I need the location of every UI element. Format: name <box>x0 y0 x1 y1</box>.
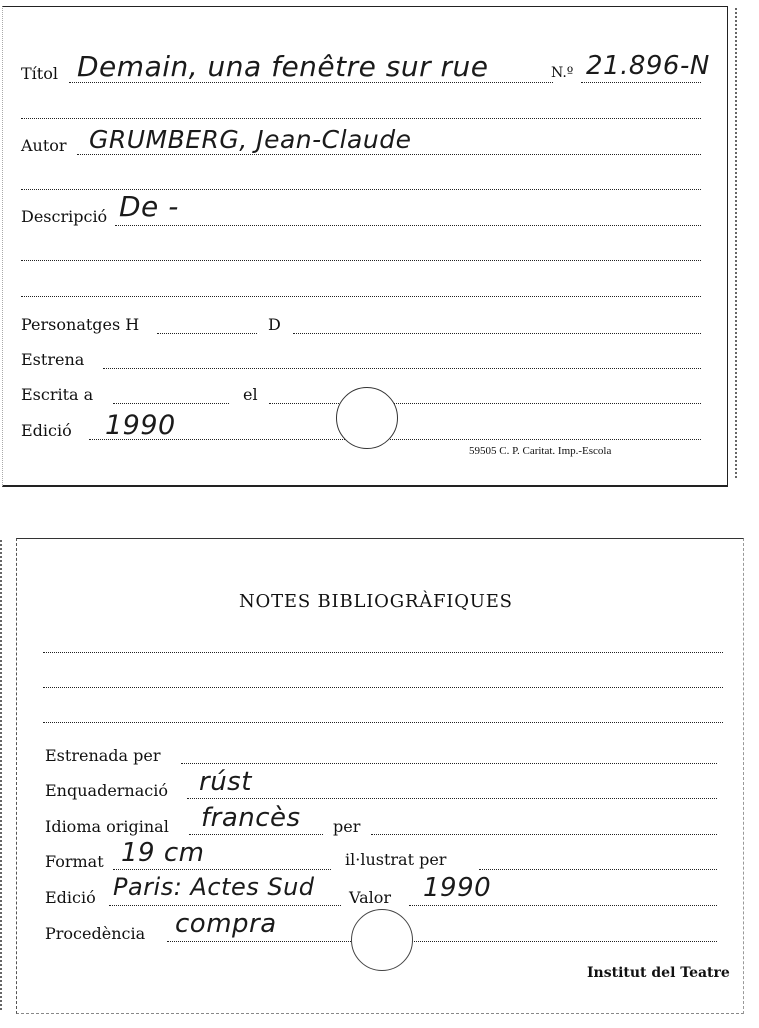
printer-imprint: 59505 C. P. Caritat. Imp.-Escola <box>469 445 612 457</box>
punch-hole-front <box>336 387 398 449</box>
estrenada-label: Estrenada per <box>45 746 161 765</box>
escrita-line <box>113 403 229 404</box>
el-label: el <box>243 385 258 404</box>
per-line <box>371 834 717 835</box>
format-label: Format <box>45 852 104 871</box>
autor-line <box>77 154 701 155</box>
notes-line-3 <box>43 722 723 723</box>
scan-edge-left <box>0 540 16 1010</box>
estrena-label: Estrena <box>21 350 85 369</box>
per-label: per <box>333 817 361 836</box>
enquadernacio-line <box>187 798 717 799</box>
personatges-h-line <box>157 333 257 334</box>
catalog-card-front <box>2 6 728 487</box>
personatges-label: Personatges H <box>21 315 140 334</box>
number-value: 21.896-N <box>586 51 710 81</box>
idioma-value: francès <box>201 803 301 833</box>
valor-line <box>409 905 717 906</box>
el-line <box>269 403 701 404</box>
punch-hole-back <box>351 909 413 971</box>
estrenada-line <box>181 763 717 764</box>
personatges-d-label: D <box>268 315 281 334</box>
procedencia-value: compra <box>175 909 277 939</box>
enquadernacio-label: Enquadernació <box>45 781 168 800</box>
escrita-label: Escrita a <box>21 385 94 404</box>
number-label: N.º <box>551 65 574 81</box>
valor-value: 1990 <box>423 873 492 903</box>
notes-line-1 <box>43 652 723 653</box>
valor-label: Valor <box>349 888 392 907</box>
descripcio-line-3 <box>21 296 701 297</box>
edicio-value: 1990 <box>105 410 176 441</box>
edicio-back-label: Edició <box>45 888 96 907</box>
catalog-card-back <box>16 538 744 1014</box>
format-value: 19 cm <box>121 838 205 868</box>
illustrat-line <box>479 869 717 870</box>
personatges-d-line <box>293 333 701 334</box>
enquadernacio-value: rúst <box>199 767 252 797</box>
edicio-back-line <box>109 905 341 906</box>
number-line <box>581 82 701 83</box>
idioma-line <box>189 834 323 835</box>
descripcio-line-2 <box>21 260 701 261</box>
format-line <box>113 869 331 870</box>
notes-line-2 <box>43 687 723 688</box>
autor-value: GRUMBERG, Jean-Claude <box>89 125 412 154</box>
procedencia-line <box>167 941 717 942</box>
autor-label: Autor <box>21 136 67 155</box>
titol-line-2 <box>21 118 701 119</box>
descripcio-value: De - <box>119 190 179 223</box>
edicio-label: Edició <box>21 421 72 440</box>
estrena-line <box>103 368 701 369</box>
idioma-label: Idioma original <box>45 817 169 836</box>
descripcio-line <box>115 225 701 226</box>
titol-label: Títol <box>21 64 58 83</box>
edicio-back-value: Paris: Actes Sud <box>113 873 315 901</box>
institut-footer: Institut del Teatre <box>587 965 730 981</box>
titol-value: Demain, una fenêtre sur rue <box>77 50 489 83</box>
edicio-line <box>89 439 701 440</box>
notes-title: NOTES BIBLIOGRÀFIQUES <box>239 591 513 612</box>
descripcio-label: Descripció <box>21 207 108 226</box>
procedencia-label: Procedència <box>45 924 146 943</box>
illustrat-label: il·lustrat per <box>345 850 447 869</box>
